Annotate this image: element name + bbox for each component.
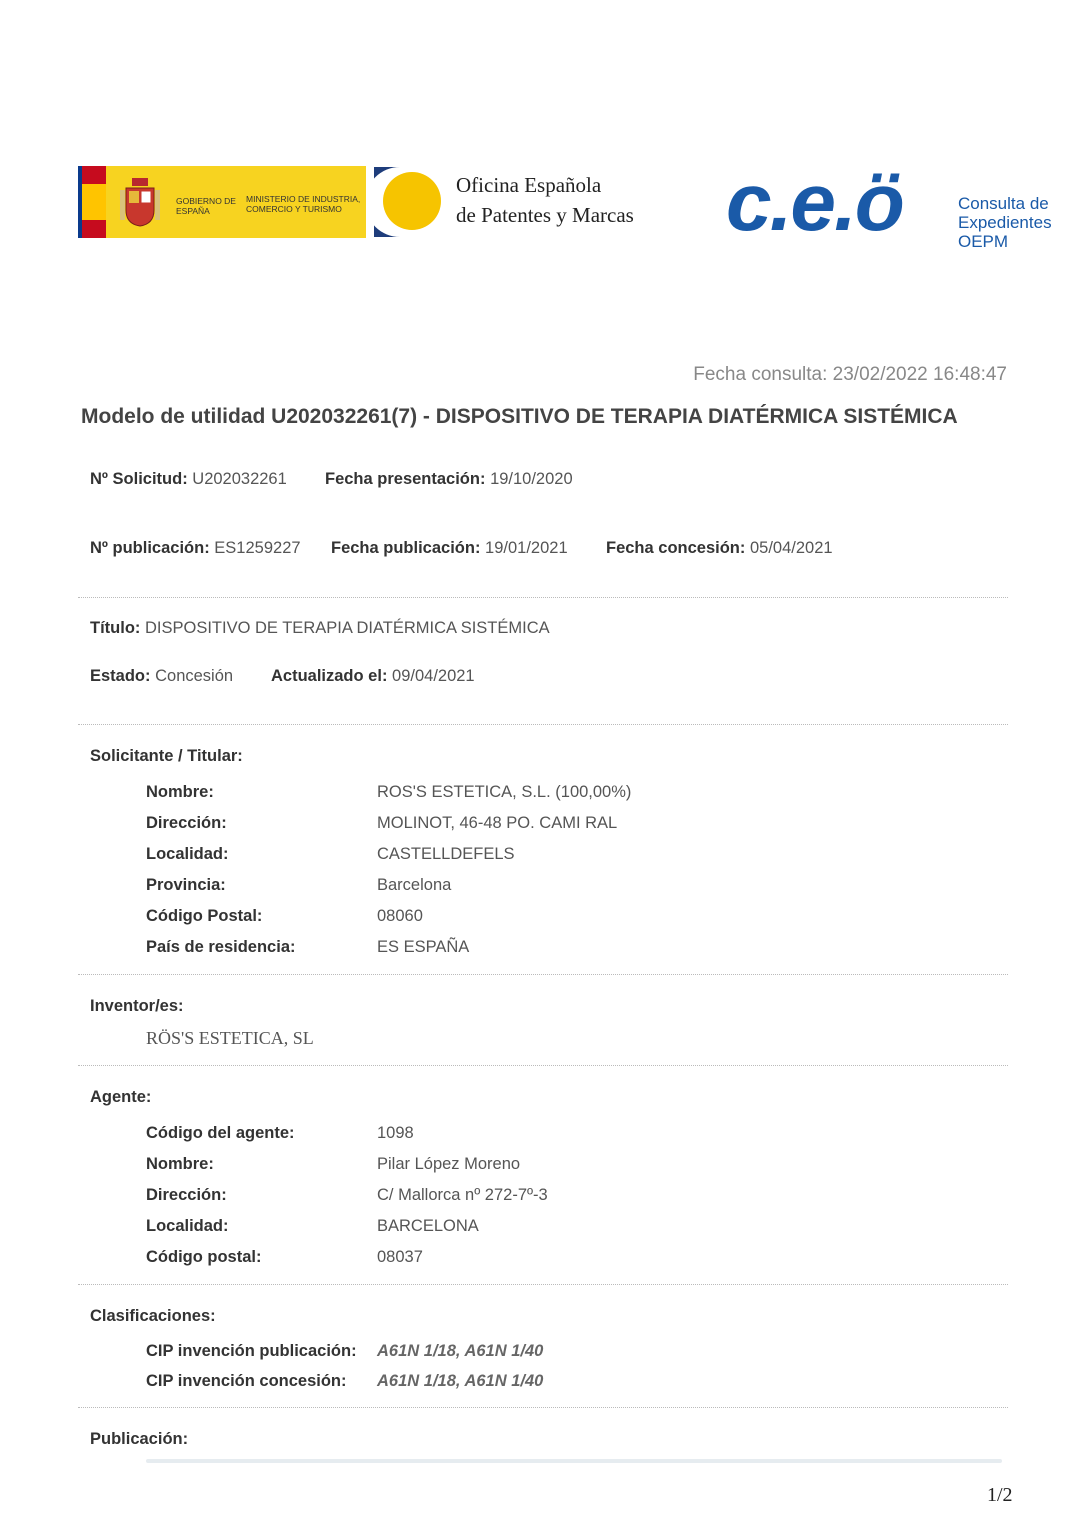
row-value: ROS'S ESTETICA, S.L. (100,00%) — [377, 783, 632, 801]
row-label: Localidad: — [146, 1217, 229, 1235]
inventor-name: RÖS'S ESTETICA, SL — [146, 1028, 314, 1048]
row-label: Código del agente: — [146, 1124, 295, 1142]
row-label: Código Postal: — [146, 907, 263, 925]
publicacion-field: Nº publicación: ES1259227 — [90, 539, 301, 557]
row-value: Pilar López Moreno — [377, 1155, 521, 1173]
publicacion-heading: Publicación: — [90, 1430, 189, 1448]
gobierno-logo — [78, 166, 366, 238]
row-label: País de residencia: — [146, 938, 296, 956]
divider — [78, 597, 1008, 598]
divider — [78, 974, 1008, 975]
ceo-logo: c.e.ö — [726, 157, 903, 248]
row-value: MOLINOT, 46-48 PO. CAMI RAL — [377, 814, 618, 832]
oepm-name: Oficina Española de Patentes y Marcas — [456, 173, 634, 227]
fecha-publicacion-field: Fecha publicación: 19/01/2021 — [331, 539, 568, 557]
row-label: Nombre: — [146, 783, 214, 801]
solicitante-heading: Solicitante / Titular: — [90, 747, 243, 765]
actualizado-field: Actualizado el: 09/04/2021 — [271, 667, 475, 685]
row-value: ES ESPAÑA — [377, 938, 470, 956]
ceo-subtitle: Consulta de Expedientes OEPM — [958, 194, 1052, 251]
row-label: Código postal: — [146, 1248, 262, 1266]
fecha-concesion-field: Fecha concesión: 05/04/2021 — [606, 539, 833, 557]
row-value: Barcelona — [377, 876, 452, 894]
row-label: Localidad: — [146, 845, 229, 863]
fecha-consulta: Fecha consulta: 23/02/2022 16:48:47 — [693, 364, 1007, 385]
row-value: A61N 1/18, A61N 1/40 — [377, 1342, 544, 1360]
row-label: CIP invención publicación: — [146, 1342, 357, 1360]
divider — [78, 1284, 1008, 1285]
row-value: BARCELONA — [377, 1217, 479, 1235]
row-value: A61N 1/18, A61N 1/40 — [377, 1372, 544, 1390]
page-title: Modelo de utilidad U202032261(7) - DISPOSITIVO DE TERAPIA DIATÉRMICA SISTÉMICA — [81, 405, 958, 428]
row-label: Nombre: — [146, 1155, 214, 1173]
clasificaciones-heading: Clasificaciones: — [90, 1307, 216, 1325]
divider — [78, 724, 1008, 725]
publicacion-table-edge — [146, 1459, 1002, 1463]
row-value: CASTELLDEFELS — [377, 845, 515, 863]
row-label: Dirección: — [146, 814, 227, 832]
spain-flag-icon — [78, 166, 106, 238]
row-value: 08037 — [377, 1248, 423, 1266]
estado-field: Estado: Concesión — [90, 667, 234, 685]
row-label: CIP invención concesión: — [146, 1372, 347, 1390]
row-label: Dirección: — [146, 1186, 227, 1204]
titulo-field: Título: DISPOSITIVO DE TERAPIA DIATÉRMICA SISTÉMICA — [90, 619, 550, 637]
divider — [78, 1065, 1008, 1066]
row-label: Provincia: — [146, 876, 226, 894]
oepm-logo-icon — [374, 167, 444, 237]
coat-of-arms-icon — [118, 176, 162, 228]
ministerio-text: MINISTERIO DE INDUSTRIA, COMERCIO Y TURISMO — [246, 194, 361, 214]
agente-heading: Agente: — [90, 1088, 152, 1106]
row-value: 1098 — [377, 1124, 414, 1142]
page-number: 1/2 — [987, 1484, 1013, 1506]
gov-spain-text: GOBIERNO DE ESPAÑA — [176, 196, 236, 216]
row-value: 08060 — [377, 907, 423, 925]
divider — [78, 1407, 1008, 1408]
presentacion-field: Fecha presentación: 19/10/2020 — [325, 470, 573, 488]
solicitud-field: Nº Solicitud: U202032261 — [90, 470, 287, 488]
row-value: C/ Mallorca nº 272-7º-3 — [377, 1186, 548, 1204]
inventores-heading: Inventor/es: — [90, 997, 184, 1015]
